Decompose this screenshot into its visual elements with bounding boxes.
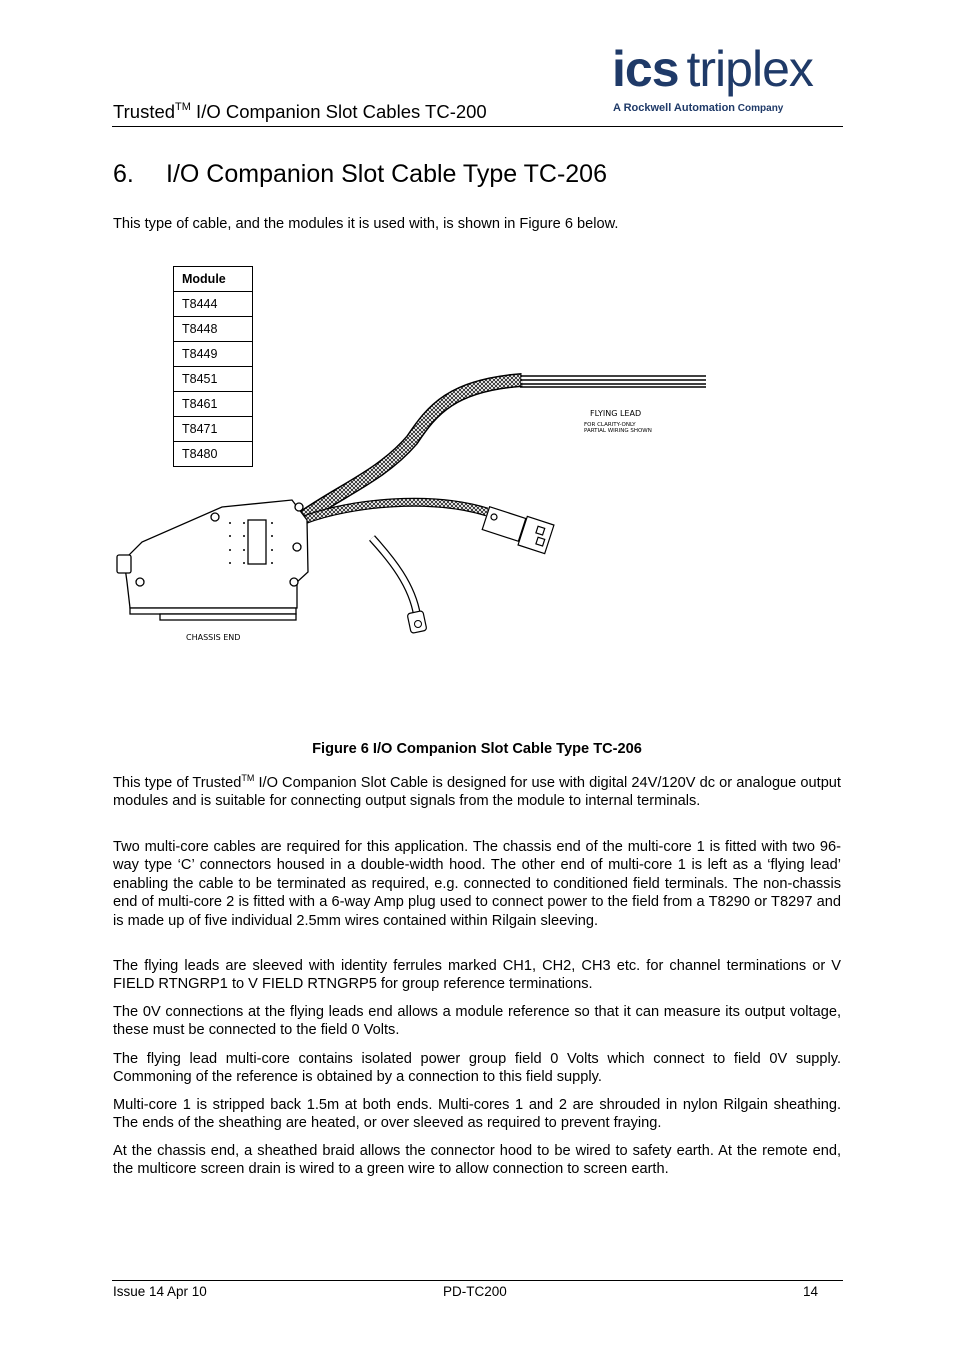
header-rule [112,126,843,127]
paragraph-5: The flying lead multi-core contains isolated power group field 0 Volts which connect to field 0V supply. Commoning of the reference is obtained by a connection to this field supply. [113,1051,841,1086]
cable-drawing [112,370,712,650]
table-row: T8449 [174,342,253,367]
table-row: T8471 [174,417,253,442]
footer-page-number: 14 [803,1284,819,1299]
paragraph-6: Multi-core 1 is stripped back 1.5m at both ends. Multi-cores 1 and 2 are shrouded in nylon Rilgain sheathing. The ends of the sheathing are heated, or over sleeved as required to prevent fraying. [113,1097,841,1132]
section-number: 6. [113,160,134,188]
footer-issue: Issue 14 Apr 10 [113,1284,207,1299]
logo-wordmark: ics triplex [612,41,813,97]
table-row: T8461 [174,392,253,417]
paragraph-2: Two multi-core cables are required for this application. The chassis end of the multi-core 1 is fitted with two 96-way type ‘C’ connectors housed in a double-width hood. The other end of multi-core 1 is left as a ‘flying lead’ enabling the cable to be terminated as required, e.g. connected to conditioned field terminals. The non-chassis end of multi-core 2 is fitted with a 6-way Amp plug used to connect power to the field from a T8290 or T8297 and is made up of five individual 2.5mm wires contained within Rilgain sleeving. [113,839,841,929]
flying-lead-wires [520,376,706,387]
multicore-1-cable [302,380,522,518]
paragraph-1: This type of Trusted™ I/O Companion Slot Cable is designed for use with digital 24V/120V dc or analogue output modules and is suitable for connecting output signals from the module to internal terminals. [113,773,841,810]
figure-caption: Figure 6 I/O Companion Slot Cable Type TC-206 [312,741,642,757]
logo-tagline: A Rockwell Automation Company [613,102,784,114]
intro-paragraph: This type of cable, and the modules it is used with, is shown in Figure 6 below. [113,216,619,232]
paragraph-4: The 0V connections at the flying leads end allows a module reference so that it can measure its output voltage, these must be connected to the field 0 Volts. [113,1004,841,1039]
table-row: T8480 [174,442,253,467]
table-row: T8448 [174,317,253,342]
table-row: T8451 [174,367,253,392]
chassis-end-label: CHASSIS END [186,633,241,642]
paragraph-3: The flying leads are sleeved with identity ferrules marked CH1, CH2, CH3 etc. for channel terminations or V FIELD RTNGRP1 to V FIELD RTNGRP5 for group reference terminations. [113,958,841,993]
section-title: I/O Companion Slot Cable Type TC-206 [166,160,607,188]
footer-doc-id: PD-TC200 [443,1284,507,1299]
table-row: T8444 [174,292,253,317]
connector-hood [117,500,308,620]
header-title: Trusted™ I/O Companion Slot Cables TC-200 [113,100,487,122]
section-heading [113,160,607,189]
footer-rule [112,1280,843,1281]
amp-plug [482,507,554,554]
flying-lead-label: FLYING LEAD [590,409,642,418]
flying-lead-note-1: FOR CLARITY-ONLY [584,422,636,428]
flying-lead-note-2: PARTIAL WIRING SHOWN [584,428,652,434]
module-table-header: Module [174,267,253,292]
earth-braid [372,538,427,633]
paragraph-7: At the chassis end, a sheathed braid allows the connector hood to be wired to safety earth. At the remote end, the multicore screen drain is wired to a green wire to allow connection to screen earth. [113,1143,841,1178]
company-logo [612,41,844,118]
